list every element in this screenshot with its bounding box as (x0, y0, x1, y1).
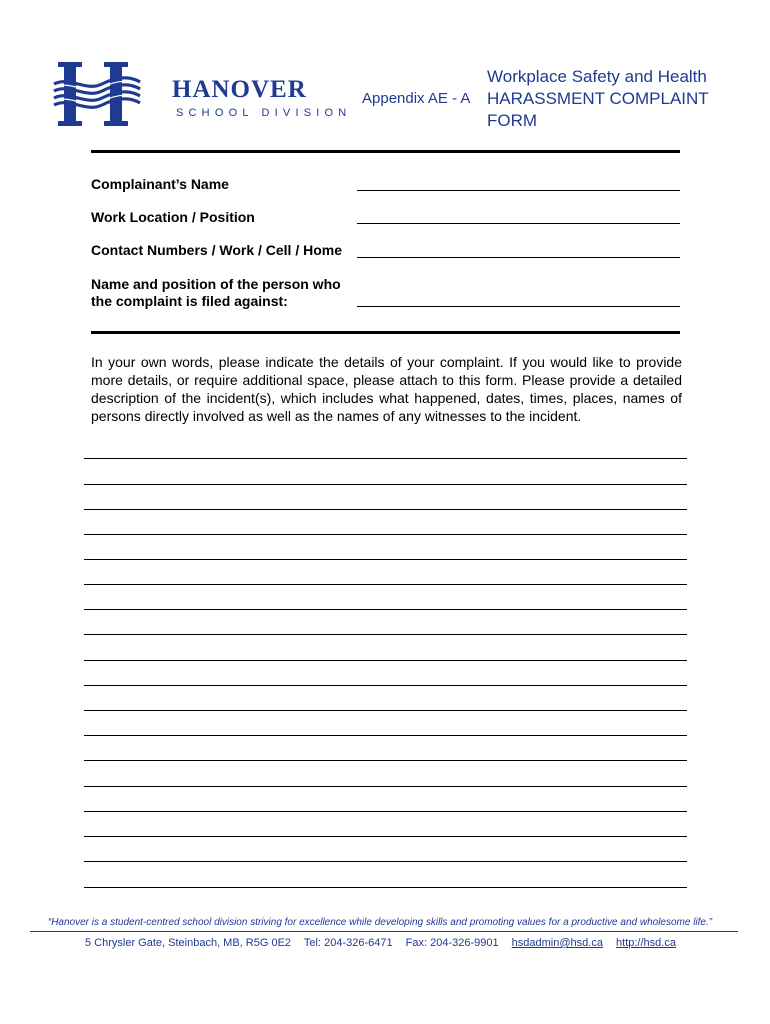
logo-wordmark: HANOVER (172, 76, 307, 103)
appendix-label: Appendix AE - A (362, 90, 471, 107)
details-line[interactable] (84, 458, 687, 459)
footer-tel: Tel: 204-326-6471 (303, 937, 393, 949)
details-line[interactable] (84, 509, 687, 510)
footer-fax: Fax: 204-326-9901 (405, 937, 499, 949)
details-line[interactable] (84, 634, 687, 635)
form-title-line-2: HARASSMENT COMPLAINT (487, 89, 709, 108)
logo-subtitle: SCHOOL DIVISION (176, 107, 352, 119)
details-line[interactable] (84, 760, 687, 761)
contact-numbers-label: Contact Numbers / Work / Cell / Home (91, 242, 343, 258)
form-title-line-1: Workplace Safety and Health (487, 67, 707, 86)
form-title (487, 66, 709, 132)
footer-website-link[interactable]: http://hsd.ca (616, 937, 676, 949)
footer-address: 5 Chrysler Gate, Steinbach, MB, R5G 0E2 (85, 937, 292, 949)
details-line[interactable] (84, 484, 687, 485)
work-location-label: Work Location / Position (91, 209, 255, 225)
top-divider (91, 150, 680, 153)
respondent-field[interactable] (357, 306, 680, 307)
form-title-line-3: FORM (487, 111, 538, 130)
complainant-name-field[interactable] (357, 190, 680, 191)
footer-mission-quote: “Hanover is a student-centred school division striving for excellence while developing skills and promoting values for a productive and wholesome life.” (47, 917, 713, 928)
details-line[interactable] (84, 786, 687, 787)
instructions-text: In your own words, please indicate the details of your complaint. If you would like to provide more details, or require additional space, please attach to this form. Please provide a detailed description of the incident(s), which includes what happened, dates, times, places, names of persons directly involved as well as the names of any witnesses to the incident. (91, 354, 682, 424)
footer-contact (85, 937, 676, 949)
details-line[interactable] (84, 710, 687, 711)
details-line[interactable] (84, 559, 687, 560)
details-line[interactable] (84, 609, 687, 610)
details-line[interactable] (84, 685, 687, 686)
details-line[interactable] (84, 836, 687, 837)
middle-divider (91, 331, 680, 334)
details-line[interactable] (84, 660, 687, 661)
hanover-logo-mark-icon (52, 60, 142, 128)
hanover-logo (52, 60, 352, 128)
details-line[interactable] (84, 735, 687, 736)
footer-divider (30, 931, 738, 932)
work-location-field[interactable] (357, 223, 680, 224)
details-line[interactable] (84, 584, 687, 585)
contact-numbers-field[interactable] (357, 257, 680, 258)
details-line[interactable] (84, 811, 687, 812)
details-line[interactable] (84, 534, 687, 535)
complainant-name-label: Complainant’s Name (91, 176, 229, 192)
footer-email-link[interactable]: hsdadmin@hsd.ca (511, 937, 603, 949)
details-line[interactable] (84, 861, 687, 862)
respondent-label: Name and position of the person who the complaint is filed against: (91, 276, 341, 309)
details-line[interactable] (84, 887, 687, 888)
